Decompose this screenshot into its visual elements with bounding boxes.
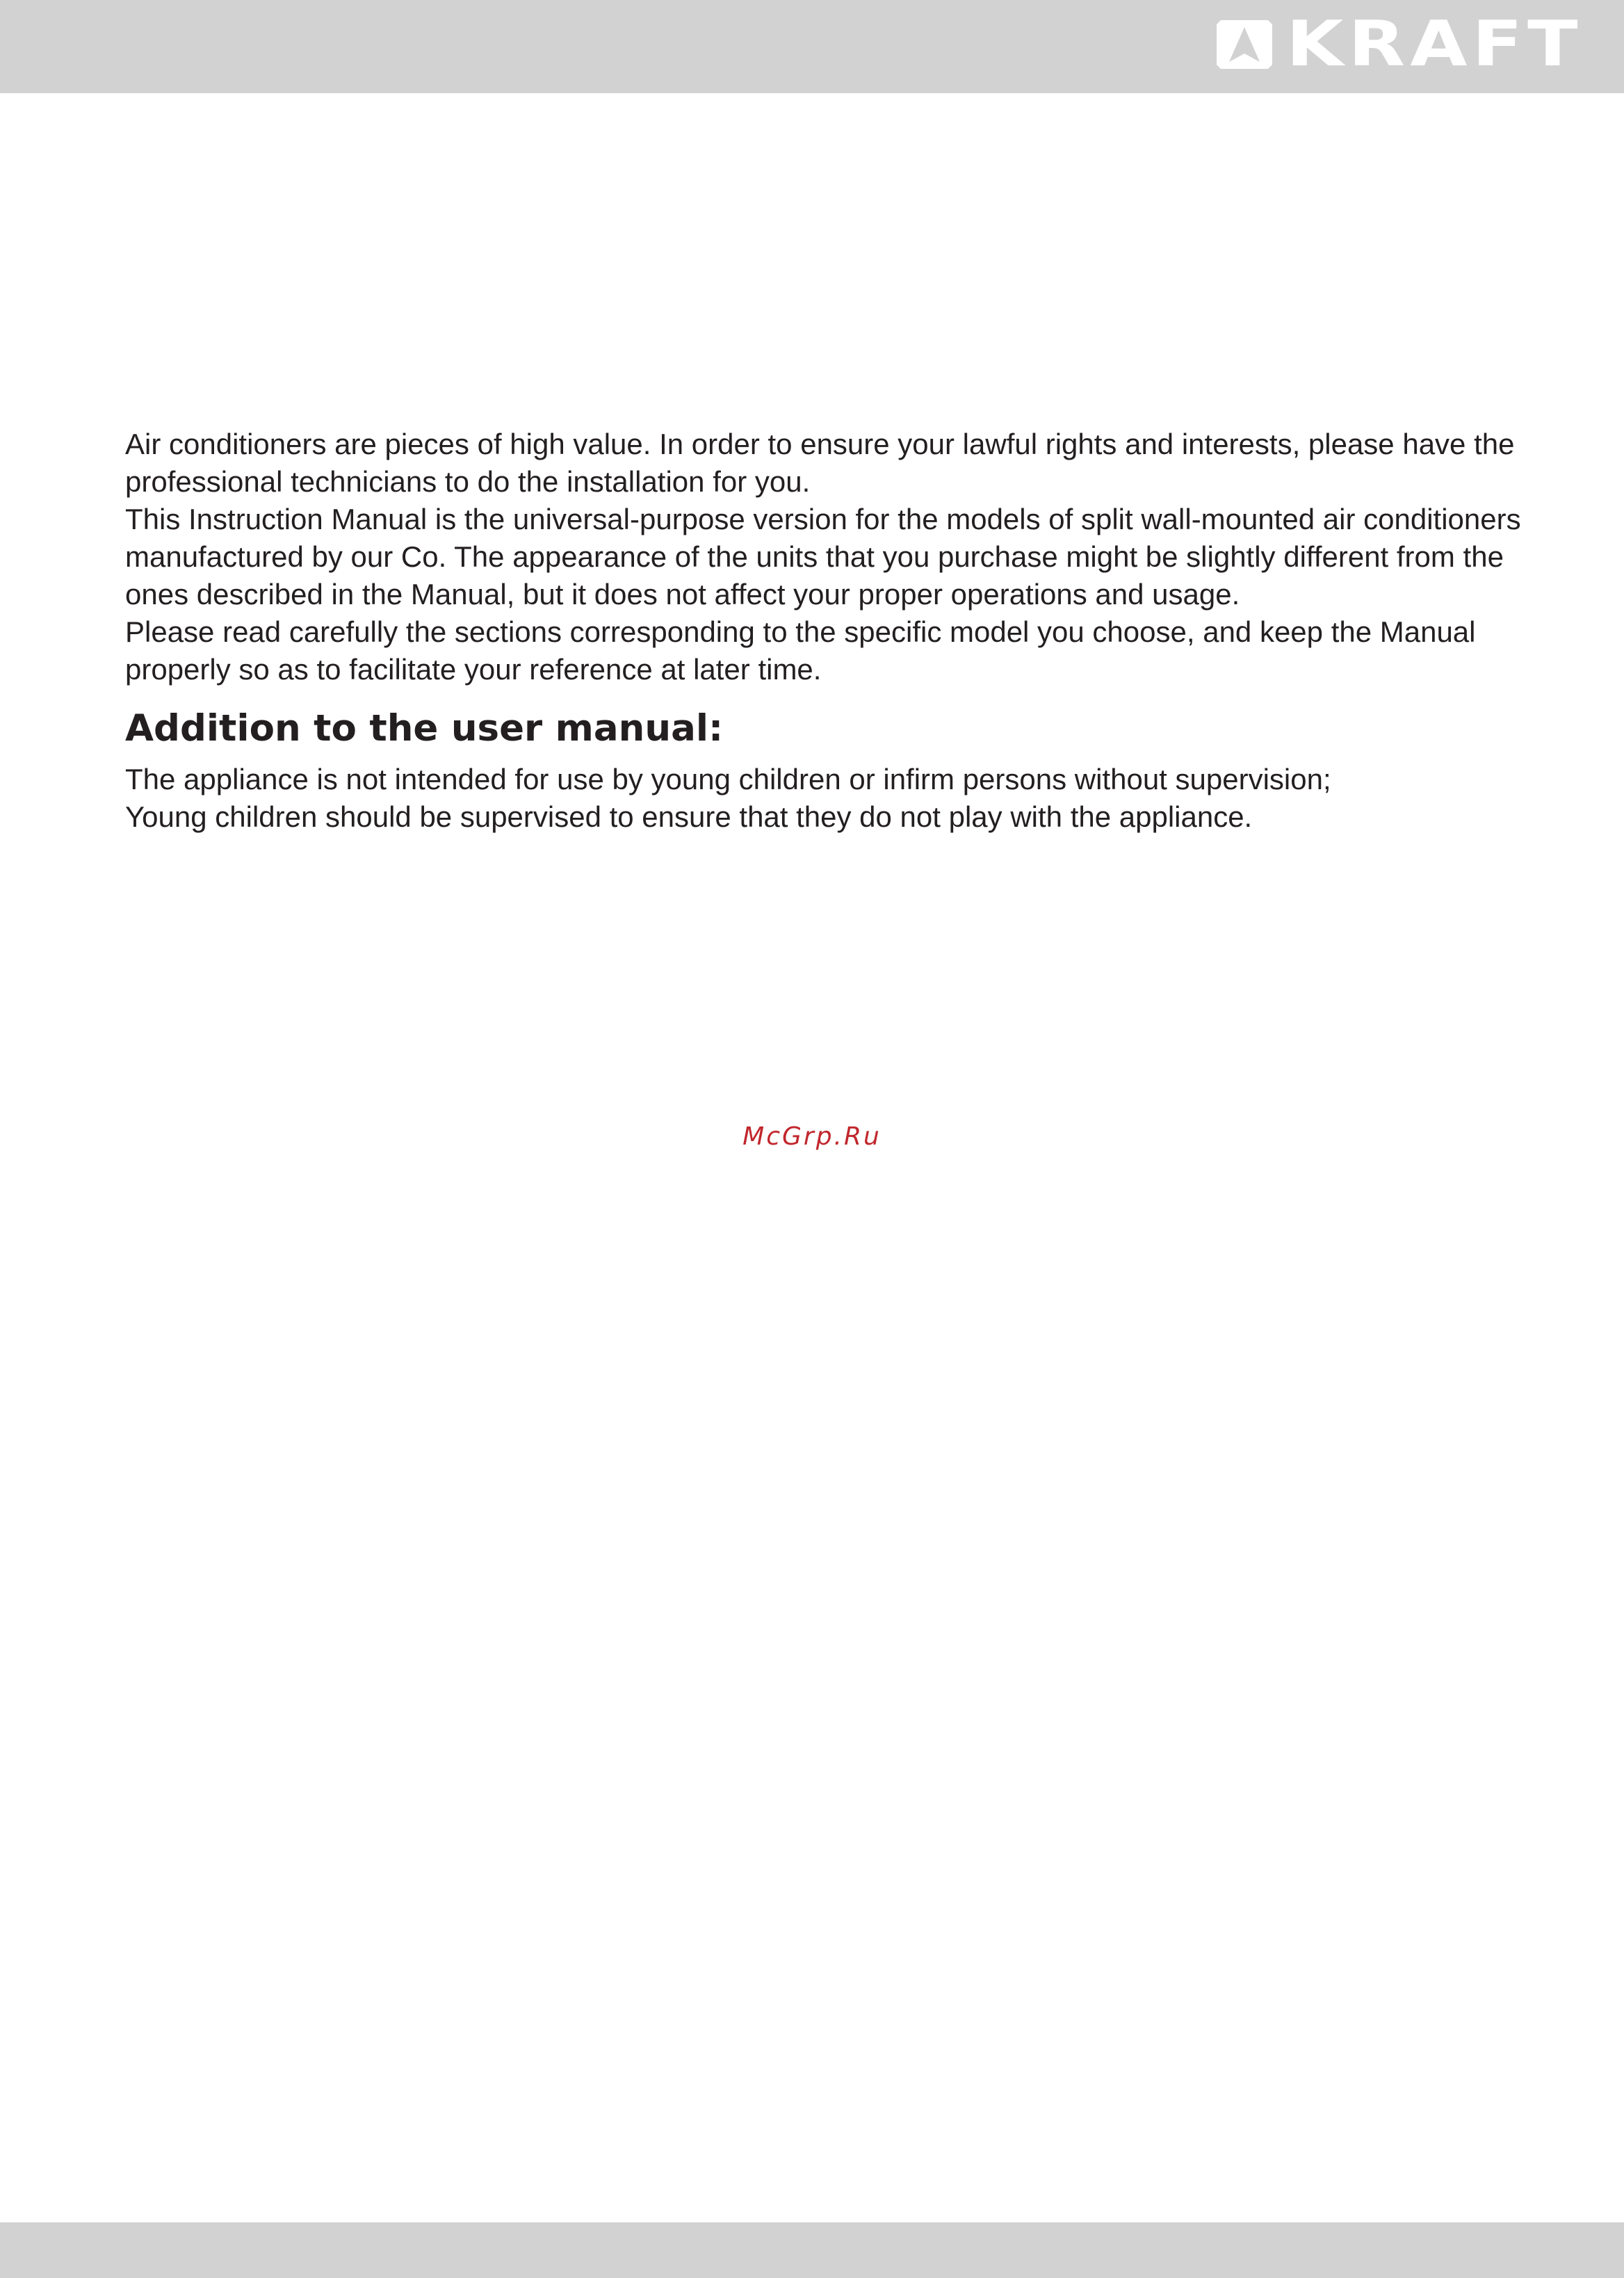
kraft-logo-text: KRAFT (1286, 8, 1583, 81)
document-body (125, 426, 1543, 836)
addition-heading: Addition to the user manual: (125, 707, 724, 750)
kraft-logo-mark-icon (1217, 20, 1272, 69)
header-bar (0, 0, 1624, 93)
intro-paragraph-installation: Air conditioners are pieces of high value. In order to ensure your lawful rights and interests, please have the professional technicians to do the installation for you. (125, 428, 1515, 498)
footer-bar (0, 2222, 1624, 2278)
addition-line-children: Young children should be supervised to ensure that they do not play with the appliance. (125, 800, 1253, 833)
watermark: McGrp.Ru (742, 1122, 882, 1151)
intro-paragraph-read-carefully: Please read carefully the sections corresponding to the specific model you choose, and keep the Manual properly so as to facilitate your reference at later time. (125, 615, 1476, 686)
kraft-logo (1217, 8, 1583, 81)
addition-line-supervision: The appliance is not intended for use by young children or infirm persons without supervision; (125, 763, 1331, 795)
intro-paragraph-universal-version: This Instruction Manual is the universal-purpose version for the models of split wall-mounted air conditioners manufactured by our Co. The appearance of the units that you purchase might be slightly different from the ones described in the Manual, but it does not affect your proper operations and usage. (125, 503, 1521, 611)
